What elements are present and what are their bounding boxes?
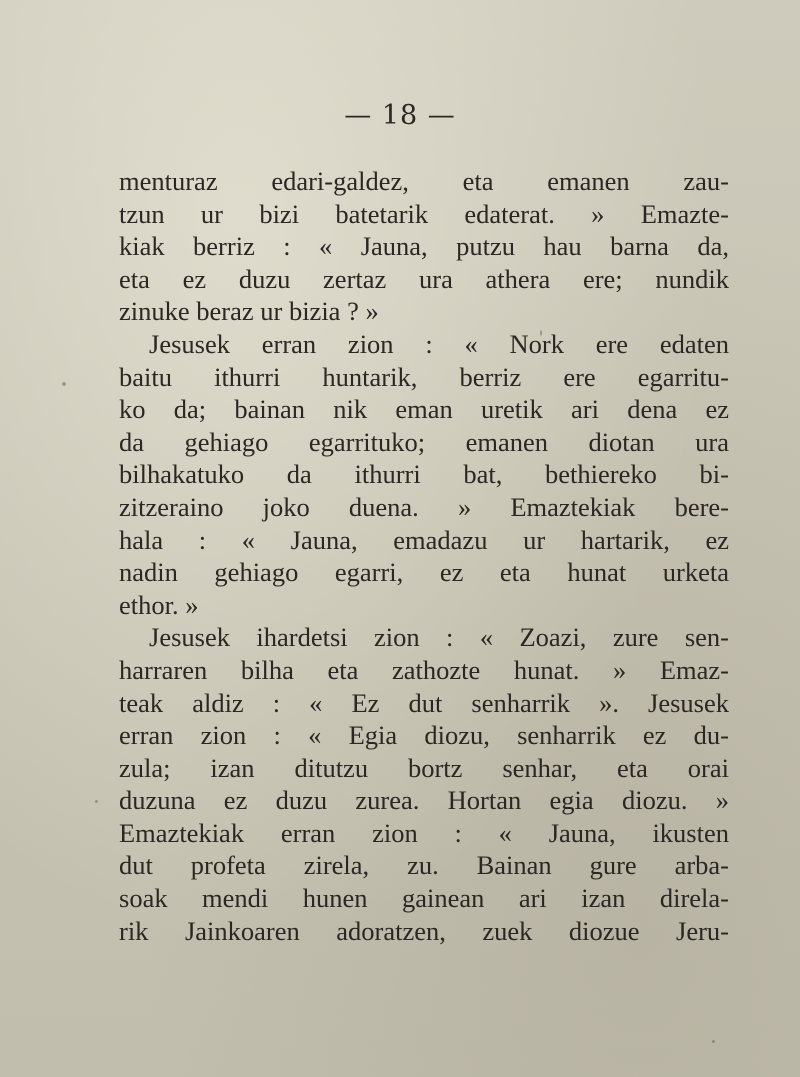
text-line: erran zion : « Egia diozu, senharrik ez du- — [119, 720, 729, 751]
text-line: ethor. » — [119, 589, 199, 620]
text-line: Emaztekiak erran zion : « Jauna, ikusten — [119, 817, 729, 848]
text-line: teak aldiz : « Ez dut senharrik ». Jesusek — [119, 687, 729, 718]
text-line: Jesusek erran zion : « Nork ere edaten — [149, 328, 729, 359]
body-text — [119, 165, 729, 947]
page-number: — 18 — — [344, 100, 456, 131]
text-line: nadin gehiago egarri, ez eta hunat urketa — [119, 557, 729, 588]
text-line: harraren bilha eta zathozte hunat. » Emaz- — [119, 654, 729, 685]
paper-speck — [95, 800, 98, 803]
text-line: ko da; bainan nik eman uretik ari dena ez — [119, 394, 729, 425]
text-line: baitu ithurri huntarik, berriz ere egarritu- — [119, 361, 729, 392]
paper-speck — [712, 1040, 715, 1043]
text-line: eta ez duzu zertaz ura athera ere; nundik — [119, 263, 729, 294]
text-line: zula; izan ditutzu bortz senhar, eta orai — [119, 752, 729, 783]
text-line: dut profeta zirela, zu. Bainan gure arba- — [119, 850, 729, 881]
text-line: duzuna ez duzu zurea. Hortan egia diozu. » — [119, 785, 729, 816]
text-line: zinuke beraz ur bizia ? » — [119, 296, 379, 327]
text-line: da gehiago egarrituko; emanen diotan ura — [119, 426, 729, 457]
text-line: Jesusek ihardetsi zion : « Zoazi, zure sen- — [149, 622, 729, 653]
text-line: bilhakatuko da ithurri bat, bethiereko bi- — [119, 459, 729, 490]
text-line: rik Jainkoaren adoratzen, zuek diozue Jeru- — [119, 915, 729, 946]
text-line: zitzeraino joko duena. » Emaztekiak bere- — [119, 491, 729, 522]
text-line: menturaz edari-galdez, eta emanen zau- — [119, 166, 729, 196]
text-line: tzun ur bizi batetarik edaterat. » Emazte- — [119, 198, 729, 229]
text-line: soak mendi hunen gainean ari izan direla- — [119, 883, 729, 914]
paper-speck — [540, 330, 542, 336]
text-line: kiak berriz : « Jauna, putzu hau barna da, — [119, 231, 729, 262]
text-line: hala : « Jauna, emadazu ur hartarik, ez — [119, 524, 729, 555]
paper-speck — [62, 382, 66, 386]
